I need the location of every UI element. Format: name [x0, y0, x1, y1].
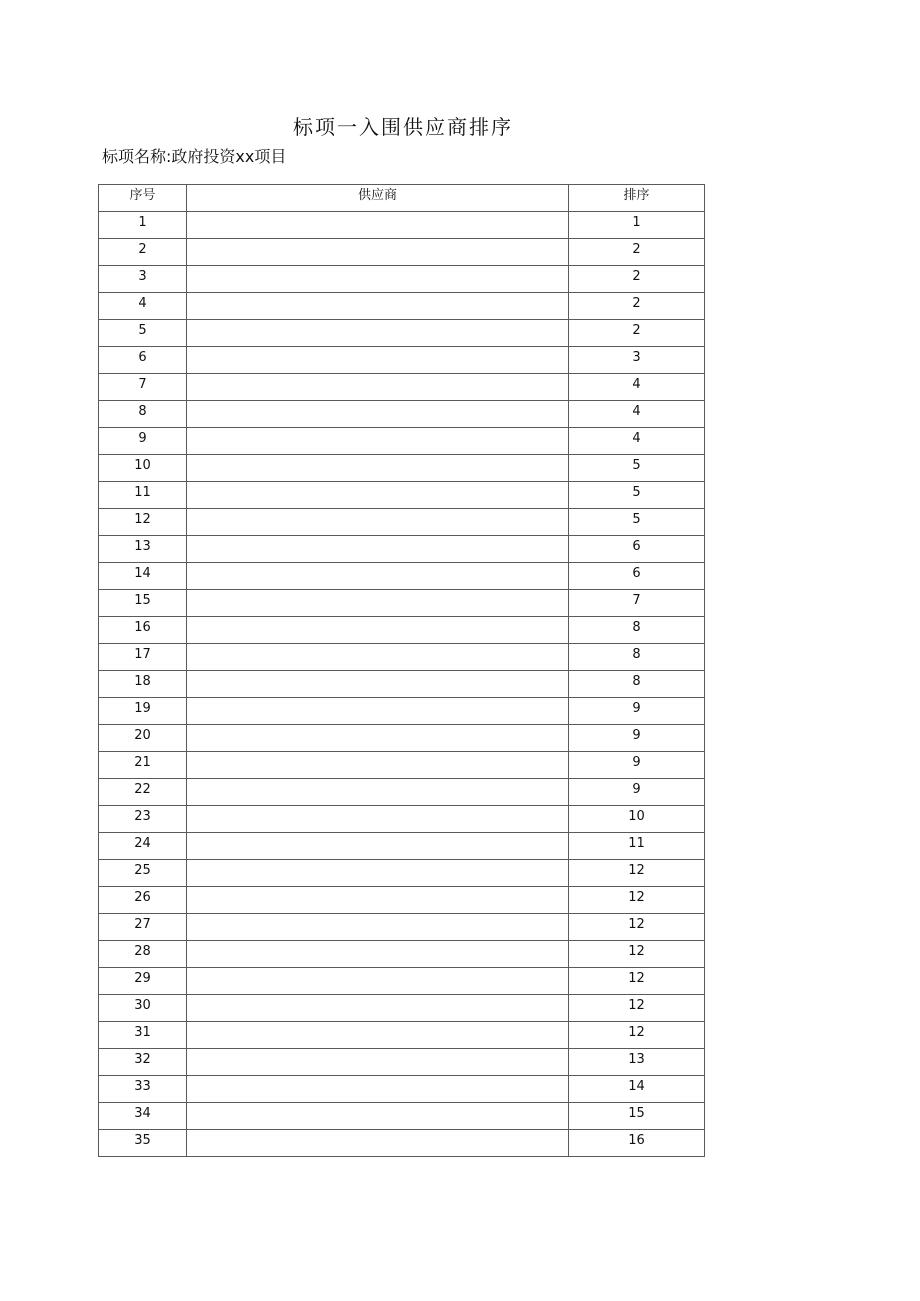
cell-rank: 5	[569, 482, 705, 509]
cell-rank: 3	[569, 347, 705, 374]
supplier-ranking-table	[98, 184, 705, 1157]
cell-rank: 2	[569, 293, 705, 320]
cell-seq: 1	[99, 212, 187, 239]
cell-supplier	[187, 293, 569, 320]
cell-supplier	[187, 1130, 569, 1157]
cell-supplier	[187, 1022, 569, 1049]
cell-supplier	[187, 401, 569, 428]
cell-rank: 12	[569, 914, 705, 941]
cell-rank: 14	[569, 1076, 705, 1103]
cell-seq: 32	[99, 1049, 187, 1076]
cell-supplier	[187, 644, 569, 671]
table-row	[99, 266, 705, 293]
table-row	[99, 1130, 705, 1157]
table-row	[99, 482, 705, 509]
cell-supplier	[187, 617, 569, 644]
cell-seq: 13	[99, 536, 187, 563]
cell-seq: 26	[99, 887, 187, 914]
cell-supplier	[187, 455, 569, 482]
cell-supplier	[187, 428, 569, 455]
cell-seq: 35	[99, 1130, 187, 1157]
cell-supplier	[187, 1103, 569, 1130]
cell-rank: 2	[569, 320, 705, 347]
cell-rank: 10	[569, 806, 705, 833]
cell-supplier	[187, 968, 569, 995]
cell-seq: 8	[99, 401, 187, 428]
cell-seq: 34	[99, 1103, 187, 1130]
header-rank: 排序	[569, 185, 705, 212]
cell-supplier	[187, 941, 569, 968]
table-row	[99, 887, 705, 914]
cell-supplier	[187, 590, 569, 617]
cell-rank: 6	[569, 536, 705, 563]
project-name-value: 政府投资xx项目	[171, 147, 287, 166]
table-row	[99, 374, 705, 401]
table-row	[99, 698, 705, 725]
cell-supplier	[187, 914, 569, 941]
cell-seq: 11	[99, 482, 187, 509]
cell-rank: 4	[569, 428, 705, 455]
cell-seq: 7	[99, 374, 187, 401]
cell-seq: 30	[99, 995, 187, 1022]
table-row	[99, 725, 705, 752]
cell-supplier	[187, 266, 569, 293]
cell-seq: 16	[99, 617, 187, 644]
table-row	[99, 1103, 705, 1130]
table-row	[99, 806, 705, 833]
cell-rank: 7	[569, 590, 705, 617]
cell-supplier	[187, 887, 569, 914]
cell-rank: 12	[569, 995, 705, 1022]
cell-supplier	[187, 752, 569, 779]
cell-supplier	[187, 860, 569, 887]
cell-rank: 16	[569, 1130, 705, 1157]
cell-seq: 14	[99, 563, 187, 590]
cell-rank: 15	[569, 1103, 705, 1130]
cell-rank: 2	[569, 239, 705, 266]
cell-supplier	[187, 212, 569, 239]
table-row	[99, 779, 705, 806]
cell-rank: 12	[569, 887, 705, 914]
table-row	[99, 455, 705, 482]
cell-supplier	[187, 1049, 569, 1076]
cell-rank: 8	[569, 671, 705, 698]
table-row	[99, 212, 705, 239]
cell-seq: 24	[99, 833, 187, 860]
table-row	[99, 1022, 705, 1049]
cell-rank: 9	[569, 725, 705, 752]
table-row	[99, 968, 705, 995]
cell-supplier	[187, 563, 569, 590]
table-row	[99, 347, 705, 374]
cell-seq: 27	[99, 914, 187, 941]
cell-supplier	[187, 698, 569, 725]
cell-supplier	[187, 1076, 569, 1103]
cell-rank: 12	[569, 941, 705, 968]
table-row	[99, 860, 705, 887]
cell-seq: 12	[99, 509, 187, 536]
cell-seq: 2	[99, 239, 187, 266]
cell-rank: 1	[569, 212, 705, 239]
cell-seq: 22	[99, 779, 187, 806]
table-row	[99, 914, 705, 941]
cell-seq: 33	[99, 1076, 187, 1103]
table-row	[99, 401, 705, 428]
table-row	[99, 941, 705, 968]
table-body	[99, 212, 705, 1157]
table-row	[99, 293, 705, 320]
header-supplier: 供应商	[187, 185, 569, 212]
table-row	[99, 644, 705, 671]
cell-seq: 31	[99, 1022, 187, 1049]
cell-rank: 12	[569, 1022, 705, 1049]
cell-supplier	[187, 536, 569, 563]
cell-rank: 8	[569, 644, 705, 671]
cell-rank: 9	[569, 752, 705, 779]
table-row	[99, 536, 705, 563]
cell-rank: 4	[569, 401, 705, 428]
table-row	[99, 1076, 705, 1103]
cell-supplier	[187, 320, 569, 347]
cell-rank: 11	[569, 833, 705, 860]
table-row	[99, 428, 705, 455]
cell-seq: 17	[99, 644, 187, 671]
cell-seq: 10	[99, 455, 187, 482]
cell-rank: 12	[569, 860, 705, 887]
cell-seq: 29	[99, 968, 187, 995]
cell-seq: 15	[99, 590, 187, 617]
cell-seq: 9	[99, 428, 187, 455]
table-row	[99, 833, 705, 860]
project-name-label: 标项名称:	[102, 147, 172, 166]
cell-seq: 19	[99, 698, 187, 725]
cell-rank: 4	[569, 374, 705, 401]
cell-rank: 5	[569, 509, 705, 536]
cell-rank: 12	[569, 968, 705, 995]
table-header-row	[99, 185, 705, 212]
table-row	[99, 617, 705, 644]
cell-supplier	[187, 779, 569, 806]
cell-seq: 23	[99, 806, 187, 833]
document-title: 标项一入围供应商排序	[293, 115, 513, 139]
cell-seq: 4	[99, 293, 187, 320]
table-row	[99, 509, 705, 536]
header-seq: 序号	[99, 185, 187, 212]
cell-seq: 20	[99, 725, 187, 752]
cell-supplier	[187, 482, 569, 509]
table-row	[99, 671, 705, 698]
table-row	[99, 1049, 705, 1076]
cell-rank: 9	[569, 698, 705, 725]
cell-rank: 9	[569, 779, 705, 806]
cell-supplier	[187, 374, 569, 401]
cell-supplier	[187, 806, 569, 833]
table-row	[99, 563, 705, 590]
cell-supplier	[187, 509, 569, 536]
cell-supplier	[187, 725, 569, 752]
cell-seq: 3	[99, 266, 187, 293]
cell-supplier	[187, 995, 569, 1022]
table-row	[99, 320, 705, 347]
cell-rank: 5	[569, 455, 705, 482]
cell-seq: 18	[99, 671, 187, 698]
cell-supplier	[187, 347, 569, 374]
project-name-line	[102, 146, 286, 168]
cell-seq: 25	[99, 860, 187, 887]
table-row	[99, 590, 705, 617]
cell-rank: 6	[569, 563, 705, 590]
cell-seq: 21	[99, 752, 187, 779]
table-row	[99, 752, 705, 779]
cell-seq: 6	[99, 347, 187, 374]
cell-supplier	[187, 239, 569, 266]
cell-seq: 5	[99, 320, 187, 347]
cell-rank: 8	[569, 617, 705, 644]
cell-supplier	[187, 833, 569, 860]
cell-rank: 2	[569, 266, 705, 293]
cell-supplier	[187, 671, 569, 698]
table-row	[99, 995, 705, 1022]
table-row	[99, 239, 705, 266]
cell-seq: 28	[99, 941, 187, 968]
cell-rank: 13	[569, 1049, 705, 1076]
